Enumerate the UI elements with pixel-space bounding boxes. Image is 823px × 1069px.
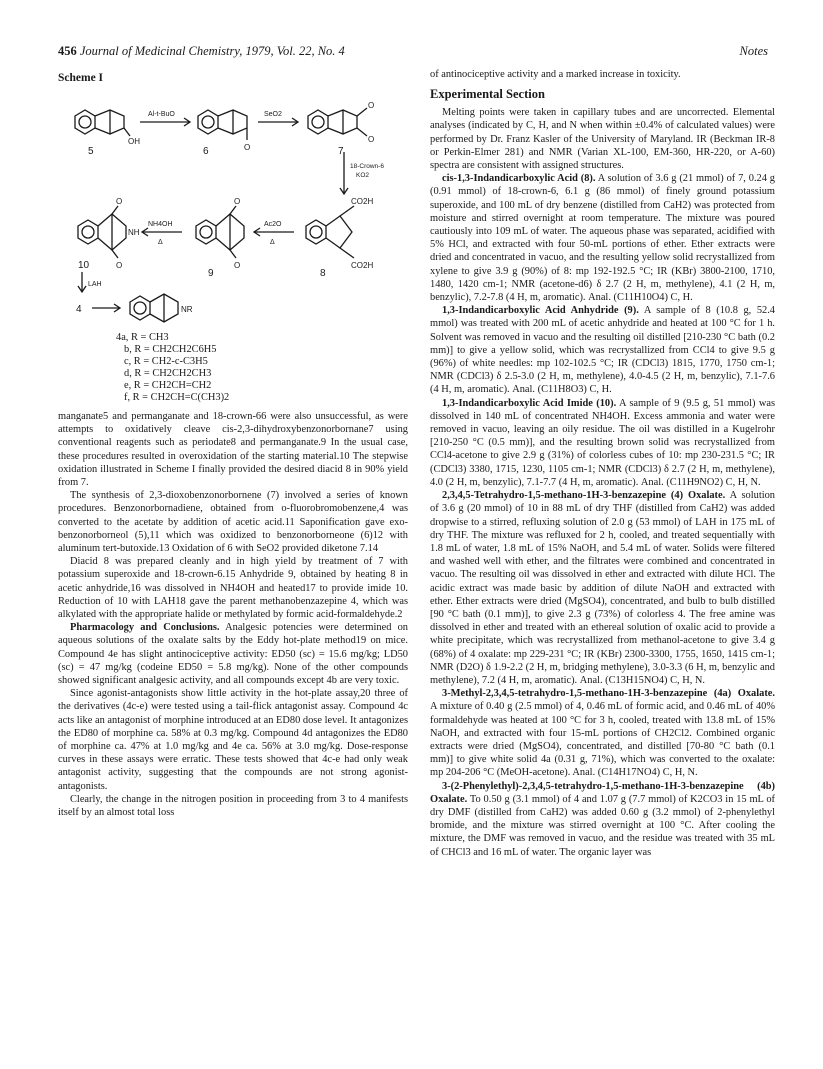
entry-methyl-4a (430, 687, 775, 779)
r-group-c: c, R = CH2-c-C3H5 (124, 356, 208, 367)
arrow-6-to-7 (258, 118, 298, 126)
journal-name: Journal of Medicinal Chemistry, 1979, Vol. 22, No. 4 (79, 44, 345, 58)
reagent-lah: LAH (88, 281, 102, 288)
label-co2h-bottom: CO2H (351, 261, 374, 270)
entry-text: A sample of 8 (10.8 g, 52.4 mmol) was treated with 200 mL of acetic anhydride and heated at 100 °C for 1 h. Solvent was removed in vacuo and the resulting oil distilled [210-230 °C bath (0.2 mm)] to give a yellow solid, which was recrystallized from CCl4 to give 9.5 g (96%) of white needles: mp 102-102.5 °C; IR (CDCl3) 1815, 1770, 1750 cm-1; NMR (CDCl3) δ 2.5-3.0 (2 H, m, methylene), 4.0-4.5 (2 H, m, benzylic), 7.1-7.6 (4 H, m, aromatic). Anal. (C11H8O3) C, H. (430, 305, 775, 396)
label-nh: NH (128, 228, 140, 237)
arrow-8-to-9 (254, 228, 294, 236)
experimental-body (430, 106, 775, 859)
label-compound-5: 5 (88, 146, 94, 157)
entry-phenylethyl-4b (430, 780, 775, 859)
entry-text: A solution of 3.6 g (20 mmol) of 10 in 88 mL of dry THF (distilled from CaH2) was added dropwise to a stirred, refluxing solution of 2.0 g (53 mmol) of LAH in 175 mL of dry THF. The mixture was refluxed for 2 h, cooled, and treated sequentially with 1.8 mL of water, 1.8 mL of 15% NaOH, and 5.4 mL of water. Solids were filtered and washed well with ether, and the filtrates were combined and concentrated in vacuo. The resulting oil was dissolved in ether and extracted with dilute HCl. The acidic extract was made basic by addition of dilute NaOH and extracted with ether. Ether extracts were dried (MgSO4), concentrated, and bulb to bulb distilled [90 °C bath (0.1 mm)], to give 2.3 g (73%) of colorless 4. The free amine was dissolved in ether and treated with an ethereal solution of oxalic acid to provide a white precipitate, which was recrystallized from methanol-acetone to give 3.4 g (68%) of 4 oxalate: mp 229-231 °C; IR (KBr) 2300-3300, 1755, 1650, 1415 cm-1; NMR (D2O) δ 1.9-2.2 (2 H, m, bridging methylene), 3.0-3.3 (6 H, m, benzylic and methylene), 7.2 (4 H, m, aromatic). Anal. (C13H15NO4) C, H, N. (430, 490, 775, 686)
section-label: Notes (739, 44, 768, 58)
right-column (430, 68, 775, 859)
entry-title: cis-1,3-Indandicarboxylic Acid (8). (442, 173, 596, 185)
label-o-7b: O (368, 135, 375, 144)
label-compound-10: 10 (78, 260, 90, 271)
paragraph-diacid: Diacid 8 was prepared cleanly and in high yield by treatment of 7 with potassium superoxide and 18-crown-6.15 Anhydride 9, obtained by heating 8 in acetic anhydride,16 was dissolved in NH4OH and heated17 to provide imide 10. Reduction of 10 with LAH18 gave the parent methanobenzazepine 4, which was alkylated with the appropriate halide or methylated by formic acid-formaldehyde.2 (58, 556, 408, 621)
paragraph-toxicity: of antinociceptive activity and a marked increase in toxicity. (430, 69, 681, 80)
arrow-to-4 (92, 304, 120, 312)
entry-anhydride-9 (430, 304, 775, 396)
paragraph-oxidation: manganate5 and permanganate and 18-crown-66 were also unsuccessful, as were attempts to oxidatively cleave cis-2,3-dihydroxybenzonorbornane7 using conventional reagents such as periodate8 and permanganate.9 In the usual case, these procedures resulted in overoxidation of the starting material.10 The stepwise oxidation illustrated in Scheme I finally provided the desired diacid 8 in 90% yield from 7. (58, 411, 408, 489)
r-group-a: 4a, R = CH3 (116, 332, 169, 343)
compound-8-structure (306, 206, 354, 258)
arrow-10-to-4 (78, 272, 86, 292)
label-compound-8: 8 (320, 268, 326, 279)
reagent-ac2o: Ac2O (264, 221, 282, 228)
entry-title: 3-Methyl-2,3,4,5-tetrahydro-1,5-methano-1H-3-benzazepine (4a) Oxalate. (442, 688, 775, 700)
reaction-scheme (58, 86, 408, 336)
r-group-d: d, R = CH2CH2CH3 (124, 368, 212, 379)
pharmacology-heading: Pharmacology and Conclusions. (70, 622, 220, 634)
label-o-10b: O (116, 261, 123, 270)
paragraph-conclusion: Clearly, the change in the nitrogen position in proceeding from 3 to 4 manifests itself by an almost total loss (58, 793, 408, 819)
arrow-7-to-8 (340, 152, 348, 194)
compound-10-structure (78, 206, 126, 258)
label-compound-4: 4 (76, 304, 82, 315)
reagent-heat-1: Δ (270, 239, 275, 246)
r-group-f: f, R = CH2CH=C(CH3)2 (124, 392, 230, 403)
experimental-heading: Experimental Section (430, 87, 545, 102)
left-body (58, 410, 408, 819)
paragraph-antagonist: Since agonist-antagonists show little activity in the hot-plate assay,20 three of the derivatives (4c-e) were tested using a tail-flick antagonist assay. Compound 4c acts like an antagonist of morphine introduced at an ED80 dose level. It antagonizes the ED80 of morphine ca. 58% at 0.3 mg/kg. Compound 4d antagonizes the ED80 of morphine ca. 47% at 1.0 mg/kg and 4e ca. 56% at 3.0 mg/kg. Dose-response curves in these assays were erratic. These tests showed that 4c-e had only weak antagonist activity, suggesting that the compounds are not strong agonist-antagonists. (58, 688, 408, 792)
label-co2h-top: CO2H (351, 197, 374, 206)
label-o-6: O (244, 143, 251, 152)
entry-text: A mixture of 0.40 g (2.5 mmol) of 4, 0.46 mL of formic acid, and 0.46 mL of 40% formaldehyde was heated at 100 °C for 3 h, cooled, treated with 13.8 mL of 15% NaOH, and extracted with four 15-mL portions of CH2Cl2. Combined organic extracts were dried (MgSO4), concentrated, and distilled [70-80 °C bath (0.1 mm)] to give white solid 4a (0.31 g, 71%), which was converted to the oxalate: mp 204-206 °C (MeOH-acetone). Anal. (C14H17NO4) C, H, N. (430, 701, 775, 779)
running-head (58, 44, 768, 60)
pharmacology-text: Analgesic potencies were determined on aqueous solutions of the oxalate salts by the Eddy hot-plate method19 on mice. Compound 4e has slight antinociceptive activity: ED50 (sc) = 15.6 mg/kg; LD50 (sc) = 47 mg/kg (codeine ED50 = 5.8 mg/kg). None of the other compounds showed significant analgesic activity, and all compounds except 4b are very toxic. (58, 622, 408, 687)
label-compound-6: 6 (203, 146, 209, 157)
r-group-b: b, R = CH2CH2C6H5 (124, 344, 217, 355)
entry-text: A sample of 9 (9.5 g, 51 mmol) was dissolved in 140 mL of concentrated NH4OH. Excess ammonia and water were removed in vacuo, leaving an oily residue. The oil was distilled in a Kugelrohr [210-250 °C (0.5 mm)], and the resulting brown solid was recrystallized from CCl4-acetone to give 2.9 g (31%) of colorless cubes of 10: mp 230-231.5 °C; IR (CDCl3) 3380, 1715, 1230, 1105 cm-1; NMR (CDCl3) δ 2.7 (2 H, m, methylene), 4.0 (2 H, m, benzylic), 7.1-7.7 (4 H, m, aromatic). Anal. (C11H9NO2) C, H, N. (430, 397, 776, 488)
arrow-9-to-10 (142, 228, 182, 236)
journal-citation (58, 44, 345, 59)
left-column (58, 68, 408, 819)
entry-title: 1,3-Indandicarboxylic Acid Imide (10). (442, 397, 617, 409)
entry-text: To 0.50 g (3.1 mmol) of 4 and 1.07 g (7.7 mmol) of K2CO3 in 15 mL of dry DMF (distilled from CaH2) was added 0.60 g (3.2 mmol) of 2-phenylethyl bromide, and the mixture was stirred overnight at 100 °C. After cooling the mixture, the DMF was removed in vacuo, and the residue was treated with 35 mL of CHCl3 and 16 mL of water. The organic layer was (430, 793, 775, 858)
label-o-7a: O (368, 101, 375, 110)
compound-7-structure (308, 108, 367, 136)
entry-benzazepine-4 (430, 489, 775, 687)
arrow-5-to-6 (140, 118, 190, 126)
reagent-seo2: SeO2 (264, 111, 282, 118)
label-o-9b: O (234, 261, 241, 270)
entry-text: A solution of 3.6 g (21 mmol) of 7, 0.24 g (0.91 mmol) of 18-crown-6, 6.1 g (86 mmol) of finely ground potassium superoxide, and 100 mL of dry benzene (distilled from CaH2) was protected from moisture and stirred overnight at room temperature. The mixture was poured cautiously into 109 mL of water. The aqueous phase was separated, acidified with 5% HCl, and extracted with four 50-mL portions of ether. Ether extracts were dried and concentrated in vacuo, and the resulting yellow solid recrystallized from xylene to give 3.9 g (90%) of 8: mp 192-192.5 °C; IR (KBr) 3800-2100, 1710, 1480, 1420 cm-1; NMR (acetone-d6) δ 2.7 (2 H, m, methylene), 4.1 (2 H, m, benzylic), 7.2-7.8 (4 H, m, aromatic). Anal. (C11H10O4) C, H. (430, 173, 775, 304)
entry-title: 1,3-Indandicarboxylic Acid Anhydride (9). (442, 305, 639, 317)
entry-imide-10 (430, 397, 775, 489)
page-number: 456 (58, 44, 77, 58)
entry-title: 3-(2-Phenylethyl)-2,3,4,5-tetrahydro-1,5-methano-1H-3-benzazepine (4b) Oxalate. (430, 780, 775, 805)
paragraph-general-methods: Melting points were taken in capillary tubes and are uncorrected. Elemental analyses (indicated by C, H, and N when within ±0.4% of calculated values) were performed by Dr. Franz Kasler of the University of Maryland. IR (Beckman IR-8 or Perkin-Elmer 281) and NMR (Varian XL-100, EM-360, HR-220, or A-60) spectra are consistent with assigned structures. (430, 107, 775, 172)
r-group-e: e, R = CH2CH=CH2 (124, 380, 212, 391)
compound-9-structure (196, 206, 244, 258)
entry-diacid-8 (430, 172, 775, 304)
label-compound-9: 9 (208, 268, 214, 279)
reagent-al-t-buo: Al-t-BuO (148, 111, 175, 118)
entry-title: 2,3,4,5-Tetrahydro-1,5-methano-1H-3-benzazepine (4) Oxalate. (442, 490, 726, 502)
compound-6-structure (198, 110, 247, 140)
paragraph-synthesis: The synthesis of 2,3-dioxobenzonorbornene (7) involved a series of known procedures. Benzonorbornadiene, obtained from o-fluorobromobenzene,4 was converted to the acetate by addition of acetic acid.11 Saponification gave exo-benzonorborneol (5),11 which was oxidized to benzonorborneone (6)12 with aluminum tert-butoxide.13 Oxidation of 6 with SeO2 provided diketone 7.14 (58, 490, 408, 555)
paragraph-pharmacology (58, 621, 408, 687)
label-o-10a: O (116, 197, 123, 206)
label-nr: NR (181, 305, 193, 314)
reagent-18-crown-6: 18-Crown-6 (350, 163, 384, 170)
label-o-9a: O (234, 197, 241, 206)
r-group-list (116, 332, 408, 404)
compound-4-structure (130, 294, 178, 322)
reagent-nh4oh: NH4OH (148, 221, 173, 228)
right-body (430, 68, 775, 81)
label-compound-7: 7 (338, 146, 344, 157)
scheme-title: Scheme I (58, 72, 104, 84)
reagent-heat-2: Δ (158, 239, 163, 246)
compound-5-structure (75, 110, 130, 136)
reagent-ko2: KO2 (356, 172, 370, 179)
label-oh: OH (128, 137, 140, 146)
